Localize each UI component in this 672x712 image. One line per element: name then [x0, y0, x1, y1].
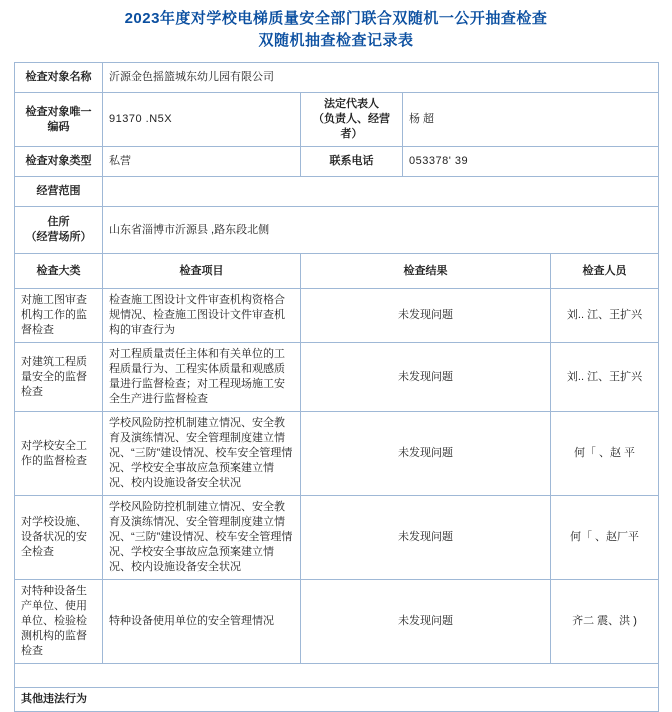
row-inspectors: 刘.. 江、王扩兴: [551, 289, 659, 343]
table-row: [15, 343, 659, 412]
label-other-violations: 其他违法行为: [15, 688, 659, 712]
label-object-type: 检查对象类型: [15, 147, 103, 177]
row-object-name: [15, 63, 659, 93]
table-row: [15, 496, 659, 580]
table-row: [15, 412, 659, 496]
title-line-1: 2023年度对学校电梯质量安全部门联合双随机一公开抽查检查: [124, 10, 548, 27]
row-category: 对特种设备生产单位、使用单位、检验检测机构的监督检查: [15, 580, 103, 664]
value-business-scope: [103, 177, 659, 207]
row-spacer: [15, 664, 659, 688]
row-category: 对学校设施、设备状况的安全检查: [15, 496, 103, 580]
value-object-name: 沂源金色摇篮城东幼儿园有限公司: [103, 63, 659, 93]
value-phone: 053378' 39: [403, 147, 659, 177]
header-result: 检查结果: [301, 254, 551, 289]
label-address: [15, 207, 103, 254]
row-category: 对建筑工程质量安全的监督检查: [15, 343, 103, 412]
row-business-scope: [15, 177, 659, 207]
table-row: [15, 289, 659, 343]
label-object-code: 检查对象唯一编码: [15, 93, 103, 147]
header-inspectors: 检查人员: [551, 254, 659, 289]
label-object-name: 检查对象名称: [15, 63, 103, 93]
row-item: 检查施工图设计文件审查机构资格合规情况、检查施工图设计文件审查机构的审查行为: [103, 289, 301, 343]
row-item: 学校风险防控机制建立情况、安全教育及演练情况、安全管理制度建立情况、“三防”建设情况、校车安全管理情况、学校安全事故应急预案建立情况、校内设施设备安全状况: [103, 496, 301, 580]
label-legal-person-line1: 法定代表人: [324, 98, 379, 110]
row-object-type: [15, 147, 659, 177]
label-phone: 联系电话: [301, 147, 403, 177]
spacer-cell: [15, 664, 659, 688]
document-title: [14, 0, 658, 60]
title-line-2: 双随机抽查检查记录表: [258, 32, 414, 49]
label-address-line2: （经营场所）: [25, 231, 92, 243]
header-category: 检查大类: [15, 254, 103, 289]
row-item: 对工程质量责任主体和有关单位的工程质量行为、工程实体质量和观感质量进行监督检查；对工程现场施工安全生产进行监督检查: [103, 343, 301, 412]
row-result: 未发现问题: [301, 580, 551, 664]
row-inspectors: 齐二 震、洪 ): [551, 580, 659, 664]
row-inspectors: 何「 、赵 平: [551, 412, 659, 496]
header-item: 检查项目: [103, 254, 301, 289]
row-item: 特种设备使用单位的安全管理情况: [103, 580, 301, 664]
row-category: 对学校安全工作的监督检查: [15, 412, 103, 496]
row-result: 未发现问题: [301, 412, 551, 496]
label-address-line1: 住所: [47, 216, 70, 228]
row-inspectors: 何「 、赵厂平: [551, 496, 659, 580]
inspection-record-table: [14, 62, 659, 712]
row-inspectors: 刘.. 江、王扩兴: [551, 343, 659, 412]
row-result: 未发现问题: [301, 496, 551, 580]
value-object-type: 私营: [103, 147, 301, 177]
row-address: [15, 207, 659, 254]
row-category: 对施工图审查机构工作的监督检查: [15, 289, 103, 343]
value-object-code: 91370 .N5X: [103, 93, 301, 147]
row-other-violations: [15, 688, 659, 712]
table-row: [15, 580, 659, 664]
value-legal-person: 杨 超: [403, 93, 659, 147]
row-item: 学校风险防控机制建立情况、安全教育及演练情况、安全管理制度建立情况、“三防”建设情况、校车安全管理情况、学校安全事故应急预案建立情况、校内设施设备安全状况: [103, 412, 301, 496]
table-header-row: [15, 254, 659, 289]
row-object-code: [15, 93, 659, 147]
value-address: 山东省淄博市沂源县 ,路东段北侧: [103, 207, 659, 254]
label-legal-person-line2: （负责人、经营者）: [313, 113, 390, 140]
label-legal-person: [301, 93, 403, 147]
row-result: 未发现问题: [301, 343, 551, 412]
label-business-scope: 经营范围: [15, 177, 103, 207]
row-result: 未发现问题: [301, 289, 551, 343]
